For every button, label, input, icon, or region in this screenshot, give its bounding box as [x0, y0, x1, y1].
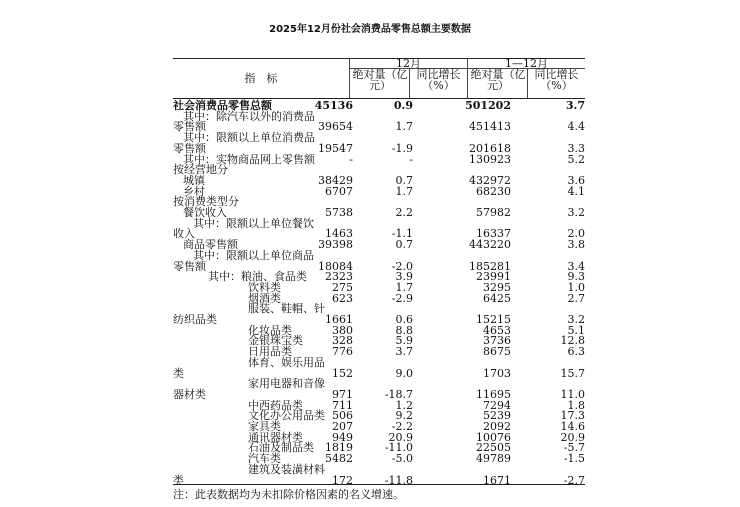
cell-v3: 8675: [483, 345, 511, 359]
cell-v2: 5.9: [395, 334, 413, 348]
row-label: 汽车类: [248, 452, 281, 466]
cell-v4: -1.5: [563, 452, 585, 466]
row-label: 化妆品类: [248, 323, 292, 337]
abs-value-header-ytd: 绝对量（亿元）: [470, 68, 526, 92]
cell-v3: 443220: [469, 238, 511, 252]
abs-value-header: 绝对量（亿元）: [352, 68, 408, 92]
cell-v4: 1.8: [567, 398, 585, 412]
cell-v3: 201618: [469, 141, 511, 155]
cell-v2: 1.7: [395, 184, 413, 198]
row-label: 类: [173, 473, 184, 487]
cell-v2: 3.7: [395, 345, 413, 359]
cell-v1: 949: [332, 430, 353, 444]
cell-v1: -: [349, 152, 353, 166]
cell-v2: 9.0: [395, 366, 413, 380]
cell-v3: 451413: [469, 120, 511, 134]
cell-v4: 12.8: [560, 334, 585, 348]
row-label: 烟酒类: [248, 291, 281, 305]
cell-v4: 6.3: [567, 345, 585, 359]
cell-v3: 6425: [483, 291, 511, 305]
cell-v3: 16337: [476, 227, 511, 241]
cell-v4: 11.0: [560, 387, 585, 401]
cell-v1: 380: [332, 323, 353, 337]
row-label: 中西药品类: [248, 398, 303, 412]
cell-v4: -5.7: [563, 441, 585, 455]
row-label: 家具类: [248, 420, 281, 433]
cell-v4: 17.3: [560, 409, 585, 423]
row-label: 其中：实物商品网上零售额: [183, 152, 315, 166]
cell-v1: 275: [332, 280, 353, 294]
cell-v4: 4.1: [567, 184, 585, 198]
cell-v1: 776: [332, 345, 353, 359]
row-label: 体育、娱乐用品: [248, 355, 325, 369]
row-label: 其中：粮油、食品类: [208, 270, 307, 284]
row-label: 石油及制品类: [248, 441, 314, 455]
cell-v2: -2.0: [391, 259, 413, 273]
group-header-ytd: 1—12月: [505, 57, 548, 70]
cell-v1: 5482: [325, 452, 353, 466]
cell-v4: 1.0: [567, 280, 585, 294]
cell-v4: 4.4: [567, 120, 585, 134]
cell-v2: 0.7: [395, 173, 413, 187]
cell-v3: 57982: [476, 206, 511, 219]
cell-v4: 14.6: [560, 420, 585, 433]
cell-v3: 7294: [483, 398, 511, 412]
cell-v4: 5.1: [567, 323, 585, 337]
row-label: 收入: [173, 227, 195, 241]
cell-v4: 2.0: [567, 227, 585, 241]
cell-v4: 3.4: [567, 259, 585, 273]
cell-v1: 711: [332, 398, 353, 412]
cell-v1: 45136: [314, 99, 353, 112]
cell-v3: 68230: [476, 184, 511, 198]
row-label: 日用品类: [248, 345, 292, 359]
cell-v2: 3.9: [395, 270, 413, 284]
cell-v4: 3.2: [567, 313, 585, 326]
cell-v3: 5239: [483, 409, 511, 423]
row-label: 家用电器和音像: [248, 377, 325, 391]
cell-v4: 3.2: [567, 206, 585, 219]
cell-v2: 0.9: [393, 99, 413, 112]
cell-v3: 11695: [476, 387, 511, 401]
row-label: 按经营地分: [173, 163, 228, 177]
cell-v2: -: [409, 152, 413, 166]
row-label: 文化办公用品类: [248, 409, 325, 423]
cell-v3: 49789: [476, 452, 511, 466]
cell-v4: 20.9: [560, 430, 585, 444]
cell-v3: 1671: [483, 473, 511, 487]
row-label: 建筑及装潢材料: [248, 462, 325, 476]
yoy-header-ytd: 同比增长（%）: [534, 68, 579, 92]
row-label: 城镇: [183, 173, 205, 187]
cell-v2: -18.7: [384, 387, 413, 401]
row-label: 饮料类: [248, 280, 281, 294]
cell-v1: 39398: [318, 238, 353, 252]
row-label: 按消费类型分: [173, 195, 239, 209]
cell-v2: 1.7: [395, 280, 413, 294]
row-label: 其中：限额以上单位商品: [193, 248, 314, 262]
group-header-month: 12月: [396, 57, 421, 70]
cell-v4: 2.7: [567, 291, 585, 305]
row-label: 通讯器材类: [248, 430, 303, 444]
cell-v1: 5738: [325, 206, 353, 219]
cell-v1: 623: [332, 291, 353, 305]
cell-v3: 130923: [469, 152, 511, 166]
cell-v1: 18084: [318, 259, 353, 273]
cell-v3: 15215: [476, 313, 511, 326]
cell-v2: 9.2: [395, 409, 413, 423]
cell-v2: -5.0: [391, 452, 413, 466]
row-label: 商品零售额: [183, 238, 238, 252]
row-label: 零售额: [173, 141, 206, 155]
cell-v1: 152: [332, 366, 353, 380]
cell-v2: 0.6: [395, 313, 413, 326]
cell-v2: 8.8: [395, 323, 413, 337]
row-label: 纺织品类: [173, 313, 217, 326]
row-label: 零售额: [173, 120, 206, 134]
cell-v2: 20.9: [388, 430, 413, 444]
cell-v2: -11.8: [384, 473, 413, 487]
footnote: 注：此表数据均为未扣除价格因素的名义增速。: [173, 488, 404, 501]
row-label: 乡村: [183, 184, 205, 198]
cell-v3: 4653: [483, 323, 511, 337]
cell-v2: -11.0: [384, 441, 413, 455]
cell-v3: 10076: [476, 430, 511, 444]
cell-v1: 506: [332, 409, 353, 423]
row-label: 其中：限额以上单位餐饮: [193, 216, 314, 230]
cell-v4: 9.3: [567, 270, 585, 284]
row-label: 其中：除汽车以外的消费品: [183, 109, 315, 123]
table-bottom-rule: [173, 484, 585, 485]
cell-v2: 2.2: [395, 206, 413, 219]
cell-v3: 23991: [476, 270, 511, 284]
cell-v1: 6707: [325, 184, 353, 198]
row-label: 类: [173, 366, 184, 380]
cell-v4: 3.3: [567, 141, 585, 155]
cell-v4: 5.2: [567, 152, 585, 166]
cell-v3: 1703: [483, 366, 511, 380]
cell-v1: 207: [332, 420, 353, 433]
row-label: 其中：限额以上单位消费品: [183, 131, 315, 145]
cell-v1: 172: [332, 473, 353, 487]
header-divider: [527, 68, 528, 98]
cell-v1: 328: [332, 334, 353, 348]
cell-v4: 15.7: [560, 366, 585, 380]
row-label: 零售额: [173, 259, 206, 273]
cell-v2: 0.7: [395, 238, 413, 252]
cell-v2: -1.1: [391, 227, 413, 241]
row-label: 服装、鞋帽、针: [248, 302, 325, 316]
page-title: 2025年12月份社会消费品零售总额主要数据: [269, 24, 471, 35]
cell-v2: -2.2: [391, 420, 413, 433]
cell-v3: 501202: [465, 99, 511, 112]
row-label: 器材类: [173, 387, 206, 401]
cell-v1: 2323: [325, 270, 353, 284]
cell-v2: 1.2: [395, 398, 413, 412]
cell-v1: 39654: [318, 120, 353, 134]
cell-v4: -2.7: [563, 473, 585, 487]
cell-v1: 1463: [325, 227, 353, 241]
row-label: 餐饮收入: [183, 206, 227, 219]
cell-v3: 3295: [483, 280, 511, 294]
cell-v4: 3.8: [567, 238, 585, 252]
cell-v2: 1.7: [395, 120, 413, 134]
cell-v3: 3736: [483, 334, 511, 348]
cell-v1: 1819: [325, 441, 353, 455]
yoy-header: 同比增长（%）: [416, 68, 461, 92]
header-divider: [409, 68, 410, 98]
cell-v3: 2092: [483, 420, 511, 433]
cell-v3: 185281: [469, 259, 511, 273]
cell-v1: 1661: [325, 313, 353, 326]
cell-v1: 19547: [318, 141, 353, 155]
cell-v4: 3.6: [567, 173, 585, 187]
row-label: 社会消费品零售总额: [173, 99, 272, 112]
cell-v2: -1.9: [391, 141, 413, 155]
cell-v2: -2.9: [391, 291, 413, 305]
cell-v1: 38429: [318, 173, 353, 187]
row-label: 金银珠宝类: [248, 334, 303, 348]
cell-v4: 3.7: [565, 99, 585, 112]
indicator-header: 指 标: [244, 72, 278, 85]
cell-v3: 22505: [476, 441, 511, 455]
cell-v3: 432972: [469, 173, 511, 187]
cell-v1: 971: [332, 387, 353, 401]
